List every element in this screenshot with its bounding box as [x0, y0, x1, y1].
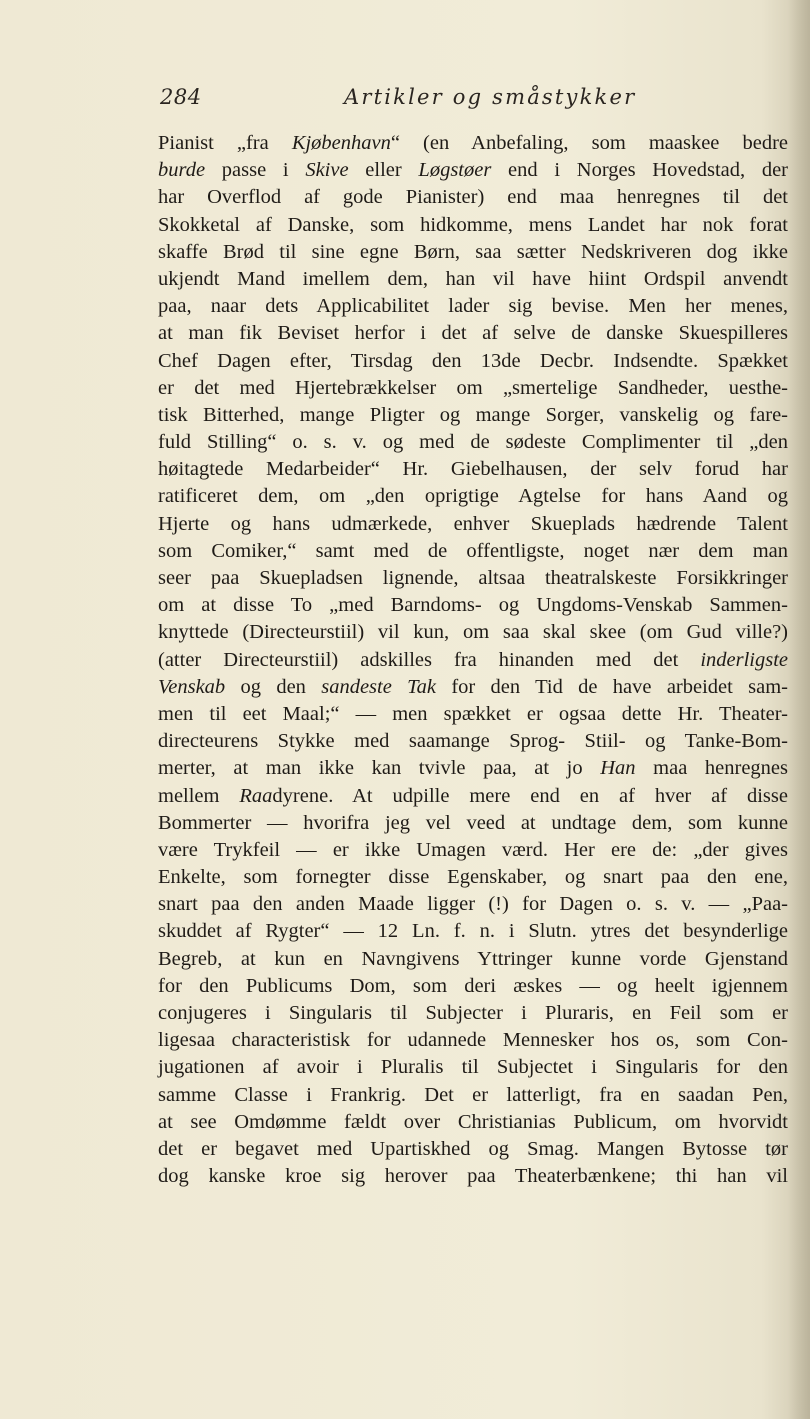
text-line	[158, 1054, 788, 1081]
text-line	[158, 946, 788, 973]
text-run: for den Publicums Dom, som deri æskes — og heelt igjennem	[158, 974, 788, 997]
text-run: (atter Directeurstiil) adskilles fra hinanden med det	[158, 648, 701, 671]
italic-text: Skive	[305, 159, 349, 182]
text-run: conjugeres i Singularis til Subjecter i Pluraris, en Feil som er	[158, 1002, 788, 1024]
text-line	[158, 1082, 788, 1109]
italic-text: Han	[600, 757, 636, 780]
text-line	[158, 375, 788, 402]
text-line	[158, 157, 788, 184]
italic-text: sandeste Tak	[321, 675, 437, 698]
italic-text: inderligste	[700, 648, 788, 671]
italic-text: burde	[158, 159, 206, 182]
text-run: om at disse To „med Barndoms- og Ungdoms-Venskab Sammen-	[158, 594, 788, 617]
text-run: end i Norges Hovedstad, der	[491, 159, 788, 182]
text-run: er det med Hjertebrækkelser om „smertelige Sandheder, uesthe-	[158, 376, 788, 399]
text-line	[158, 1163, 788, 1190]
text-run: knyttede (Directeurstiil) vil kun, om saa skal skee (om Gud ville?)	[158, 621, 788, 644]
text-run: fuld Stilling“ o. s. v. og med de sødeste Complimenter til „den	[158, 431, 788, 454]
text-line	[158, 348, 788, 375]
text-line	[158, 511, 788, 538]
text-run: være Trykfeil — er ikke Umagen værd. Her ere de: „der gives	[158, 838, 788, 861]
text-run: dyrene. At udpille mere end en af hver af disse	[272, 784, 788, 807]
text-run: eller	[348, 159, 419, 182]
text-line	[158, 891, 788, 918]
text-run: Begreb, at kun en Navngivens Yttringer kunne vorde Gjenstand	[158, 947, 788, 970]
text-run: skuddet af Rygter“ — 12 Ln. f. n. i Slutn. ytres det besynderlige	[158, 920, 788, 943]
text-run: ligesaa characteristisk for udannede Mennesker hos os, som Con-	[158, 1029, 788, 1052]
text-run: har Overflod af gode Pianister) end maa henregnes til det	[158, 186, 788, 209]
text-run: og den	[225, 675, 322, 698]
text-line	[158, 266, 788, 293]
text-line	[158, 755, 788, 782]
running-head: Artikler og småstykker	[344, 85, 637, 109]
text-line	[158, 130, 788, 157]
text-line	[158, 592, 788, 619]
text-run: skaffe Brød til sine egne Børn, saa sætter Nedskriveren dog ikke	[158, 240, 788, 263]
text-line	[158, 1109, 788, 1136]
text-run: Chef Dagen efter, Tirsdag den 13de Decbr. Indsendte. Spækket	[158, 349, 788, 372]
text-line	[158, 647, 788, 674]
text-line	[158, 674, 788, 701]
text-line	[158, 1136, 788, 1163]
text-run: jugationen af avoir i Pluralis til Subjectet i Singularis for den	[158, 1056, 788, 1079]
page-header	[160, 80, 788, 120]
text-line	[158, 701, 788, 728]
text-line	[158, 320, 788, 347]
text-line	[158, 918, 788, 945]
text-run: høitagtede Medarbeider“ Hr. Giebelhausen, der selv forud har	[158, 458, 788, 481]
text-line	[158, 837, 788, 864]
text-run: tisk Bitterhed, mange Pligter og mange Sorger, vanskelig og fare-	[158, 403, 788, 426]
text-run: samme Classe i Frankrig. Det er latterligt, fra en saadan Pen,	[158, 1083, 788, 1106]
text-line	[158, 728, 788, 755]
text-run: ukjendt Mand imellem dem, han vil have hiint Ordspil anvendt	[158, 267, 788, 290]
text-run: Skokketal af Danske, som hidkomme, mens Landet har nok forat	[158, 213, 788, 236]
text-line	[158, 429, 788, 456]
text-run: maa henregnes	[635, 757, 789, 780]
text-run: directeurens Stykke med saamange Sprog- Stiil- og Tanke-Bom-	[158, 730, 788, 753]
italic-text: Venskab	[158, 675, 226, 698]
italic-text: Løgstøer	[418, 159, 492, 182]
text-line	[158, 783, 788, 810]
text-run: Hjerte og hans udmærkede, enhver Skueplads hædrende Talent	[158, 512, 788, 535]
text-line	[158, 973, 788, 1000]
text-run: passe i	[205, 159, 306, 182]
text-run: Enkelte, som fornegter disse Egenskaber, og snart paa den ene,	[158, 866, 788, 889]
text-line	[158, 184, 788, 211]
text-run: mellem	[158, 784, 240, 807]
text-run: paa, naar dets Applicabilitet lader sig bevise. Men her menes,	[158, 295, 788, 318]
text-line	[158, 293, 788, 320]
page-number: 284	[160, 85, 202, 109]
italic-text: Kjøbenhavn	[291, 132, 391, 154]
text-run: dog kanske kroe sig herover paa Theaterbænkene; thi han vil	[158, 1165, 788, 1188]
text-run: men til eet Maal;“ — men spækket er ogsaa dette Hr. Theater-	[158, 702, 788, 725]
text-run: “ (en Anbefaling, som maaskee bedre	[390, 132, 788, 154]
text-line	[158, 538, 788, 565]
text-run: for den Tid de have arbeidet sam-	[436, 675, 788, 698]
text-run: snart paa den anden Maade ligger (!) for Dagen o. s. v. — „Paa-	[158, 893, 788, 916]
text-line	[158, 864, 788, 891]
text-run: som Comiker,“ samt med de offentligste, noget nær dem man	[158, 539, 788, 562]
text-line	[158, 212, 788, 239]
text-line	[158, 402, 788, 429]
text-run: seer paa Skuepladsen lignende, altsaa theatralskeste Forsikkringer	[158, 567, 788, 589]
text-run: det er begavet med Upartiskhed og Smag. Mangen Bytosse tør	[158, 1137, 788, 1160]
text-run: merter, at man ikke kan tvivle paa, at jo	[158, 757, 601, 780]
text-run: at man fik Beviset herfor i det af selve de danske Skuespilleres	[158, 322, 788, 345]
text-line	[158, 456, 788, 483]
text-line	[158, 483, 788, 510]
italic-text: Raa	[239, 784, 273, 807]
text-run: Pianist „fra	[158, 132, 292, 154]
text-line	[158, 810, 788, 837]
body-text	[158, 130, 788, 1190]
text-line	[158, 1027, 788, 1054]
text-line	[158, 239, 788, 266]
text-line	[158, 619, 788, 646]
text-run: Bommerter — hvorifra jeg vel veed at undtage dem, som kunne	[158, 811, 788, 834]
page-edge-shadow	[788, 0, 810, 1419]
text-line	[158, 1000, 788, 1027]
text-run: at see Omdømme fældt over Christianias Publicum, om hvorvidt	[158, 1110, 788, 1133]
text-line	[158, 565, 788, 592]
text-run: ratificeret dem, om „den oprigtige Agtelse for hans Aand og	[158, 485, 788, 508]
